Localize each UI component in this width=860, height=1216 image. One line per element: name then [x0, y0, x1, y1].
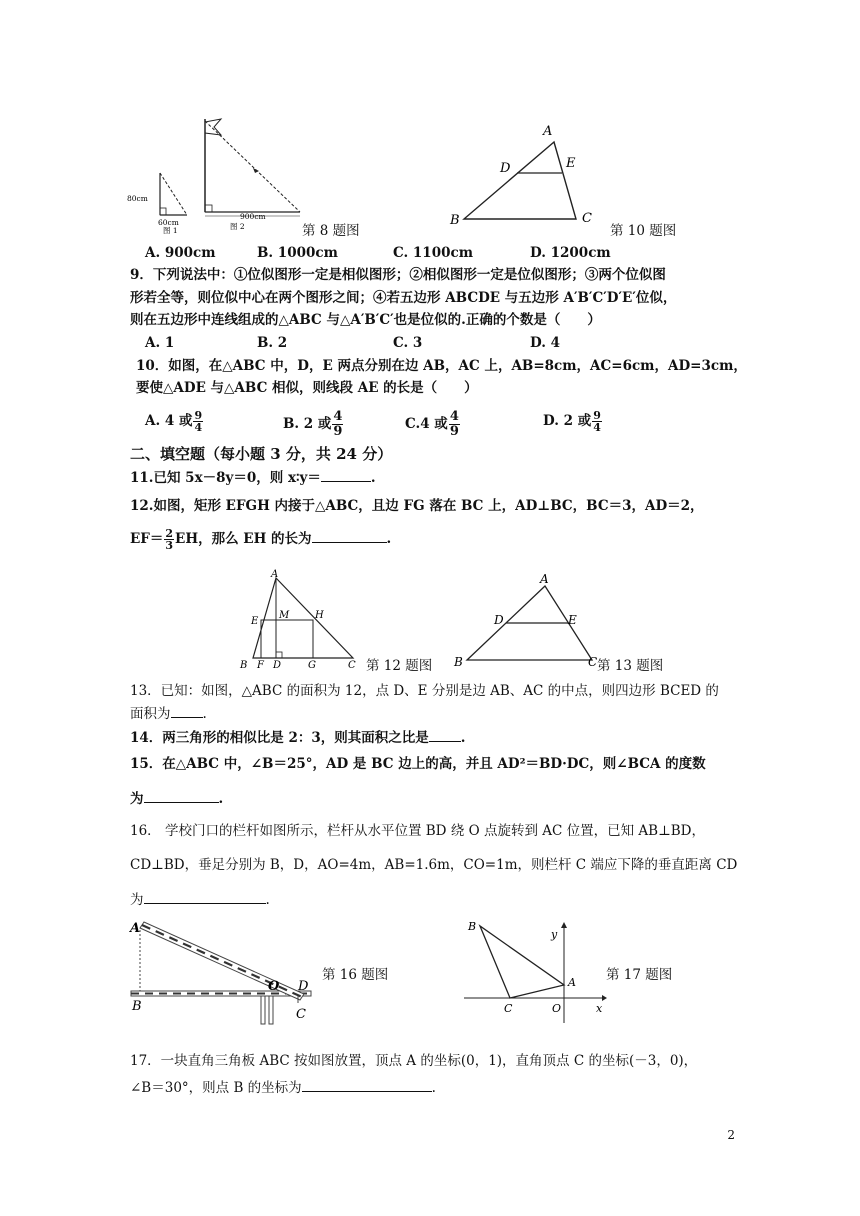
- q9-option-a[interactable]: A. 1: [145, 335, 175, 351]
- fig8-caption: 第 8 题图: [302, 223, 360, 239]
- q10-option-b[interactable]: B. 2 或 $\frac{4}{9}$: [283, 409, 343, 439]
- q10-line1: 10．如图，在△ABC 中，D，E 两点分别在边 AB，AC 上，AB=8cm，AC=6cm，AD=3cm，: [136, 358, 747, 374]
- q8-option-b[interactable]: B. 1000cm: [257, 245, 338, 261]
- q9-option-d[interactable]: D. 4: [530, 335, 561, 351]
- q12-answer-blank[interactable]: [312, 528, 387, 543]
- q17-line2: ∠B＝30°，则点 B 的坐标为 .: [130, 1077, 436, 1098]
- fig17-caption: 第 17 题图: [606, 967, 673, 983]
- fig10-label-a: A: [543, 124, 553, 139]
- fig12-label-c: C: [348, 660, 356, 671]
- fig8-right-caption: 图 2: [230, 222, 245, 231]
- fig13-caption: 第 13 题图: [597, 658, 664, 674]
- q16-answer-blank[interactable]: [144, 889, 266, 904]
- q13-line1: 13．已知：如图，△ABC 的面积为 12，点 D、E 分别是边 AB、AC 的中点，则四边形 BCED 的: [130, 683, 719, 699]
- q13-answer-blank[interactable]: [171, 703, 203, 718]
- fig17-label-a: A: [568, 976, 576, 989]
- fig16-label-a: A: [130, 921, 141, 936]
- q16-line2: CD⊥BD，垂足分别为 B，D，AO=4m，AB=1.6m，CO=1m，则栏杆 C 端应下降的垂直距离 CD: [130, 857, 738, 873]
- q15-line2: 为 .: [130, 788, 223, 809]
- fig10-label-c: C: [582, 211, 592, 226]
- fig16-label-o: O: [268, 979, 280, 994]
- fig17-label-y: y: [551, 928, 558, 941]
- q10-option-c[interactable]: C.4 或 $\frac{4}{9}$: [405, 409, 459, 439]
- q9-line2: 形若全等，则位似中心在两个图形之间；④若五边形 ABCDE 与五边形 A′B′C′D′E′位似，: [130, 290, 677, 306]
- fig17-label-x: x: [596, 1002, 603, 1015]
- fig12-label-b: B: [240, 660, 248, 671]
- q11-answer-blank[interactable]: [321, 467, 371, 482]
- q16-line3: 为 .: [130, 889, 270, 910]
- q9-line3: 则在五边形中连线组成的△ABC 与△A′B′C′也是位似的.正确的个数是（ ）: [130, 312, 601, 328]
- figure-10: [448, 120, 592, 230]
- fig13-label-e: E: [568, 613, 577, 627]
- q13-line2: 面积为 .: [130, 703, 207, 724]
- q8-option-a[interactable]: A. 900cm: [145, 245, 216, 261]
- fig16-label-b: B: [132, 999, 142, 1014]
- fig10-label-d: D: [500, 161, 511, 176]
- q14-answer-blank[interactable]: [429, 727, 461, 742]
- q10-line2: 要使△ADE 与△ABC 相似，则线段 AE 的长是（ ）: [136, 380, 478, 396]
- figure-16: [128, 918, 318, 1028]
- fig10-caption: 第 10 题图: [610, 223, 677, 239]
- fig13-label-d: D: [494, 613, 504, 627]
- fig12-label-e: E: [251, 616, 259, 627]
- fig12-label-a: A: [271, 569, 279, 580]
- q10-option-a[interactable]: A. 4 或 $\frac{9}{4}$: [145, 409, 203, 434]
- fig8-left-height: 80cm: [127, 194, 148, 203]
- fig13-label-b: B: [454, 655, 463, 669]
- figure-12: [238, 568, 363, 670]
- fig17-label-c: C: [504, 1002, 513, 1015]
- fig12-label-g: G: [308, 660, 316, 671]
- q9-option-b[interactable]: B. 2: [257, 335, 288, 351]
- fig8-right-width: 900cm: [240, 212, 266, 221]
- q9-line1: 9．下列说法中：①位似图形一定是相似图形；②相似图形一定是位似图形；③两个位似图: [130, 267, 666, 283]
- q17-answer-blank[interactable]: [302, 1077, 432, 1092]
- fig13-label-a: A: [540, 572, 549, 586]
- fig12-caption: 第 12 题图: [366, 658, 433, 674]
- q11: 11.已知 5x－8y＝0，则 x∶y＝ .: [130, 467, 376, 488]
- q16-line1: 16． 学校门口的栏杆如图所示，栏杆从水平位置 BD 绕 O 点旋转到 AC 位置，已知 AB⊥BD，: [130, 823, 706, 839]
- q17-line1: 17．一块直角三角板 ABC 按如图放置，顶点 A 的坐标(0，1)，直角顶点 C 的坐标(－3，0)，: [130, 1053, 698, 1069]
- fig8-left-width: 60cm: [158, 218, 179, 227]
- q12-line1: 12.如图，矩形 EFGH 内接于△ABC，且边 FG 落在 BC 上，AD⊥BC，BC＝3，AD＝2，: [130, 498, 704, 514]
- fig8-left-caption: 图 1: [163, 226, 178, 235]
- figure-17: [462, 918, 607, 1026]
- q8-option-c[interactable]: C. 1100cm: [393, 245, 473, 261]
- fig10-label-b: B: [450, 213, 460, 228]
- fig16-label-c: C: [296, 1007, 306, 1022]
- fig17-label-o: O: [552, 1002, 562, 1015]
- fig12-label-f: F: [257, 660, 264, 671]
- q9-option-c[interactable]: C. 3: [393, 335, 423, 351]
- figure-13: [452, 568, 602, 670]
- fig16-label-d: D: [298, 979, 309, 994]
- q12-line2: EF＝ $\frac{2}{3}$ EH，那么 EH 的长为 .: [130, 527, 392, 552]
- q15-answer-blank[interactable]: [144, 788, 219, 803]
- q10-option-d[interactable]: D. 2 或 $\frac{9}{4}$: [543, 409, 601, 434]
- q8-option-d[interactable]: D. 1200cm: [530, 245, 611, 261]
- fig13-label-c: C: [588, 655, 598, 669]
- q14: 14．两三角形的相似比是 2：3，则其面积之比是 .: [130, 727, 465, 748]
- fig12-label-h: H: [315, 610, 324, 621]
- fig16-caption: 第 16 题图: [322, 967, 389, 983]
- fig17-label-b: B: [468, 920, 477, 933]
- fig10-label-e: E: [566, 156, 576, 171]
- section-heading: 二、填空题（每小题 3 分，共 24 分）: [130, 445, 393, 463]
- fig12-label-d: D: [273, 660, 282, 671]
- figure-8: [125, 115, 315, 235]
- fig12-label-m: M: [279, 610, 290, 621]
- q15-line1: 15．在△ABC 中，∠B＝25°，AD 是 BC 边上的高，并且 AD²＝BD·DC，则∠BCA 的度数: [130, 756, 706, 772]
- page-number: 2: [727, 1128, 735, 1142]
